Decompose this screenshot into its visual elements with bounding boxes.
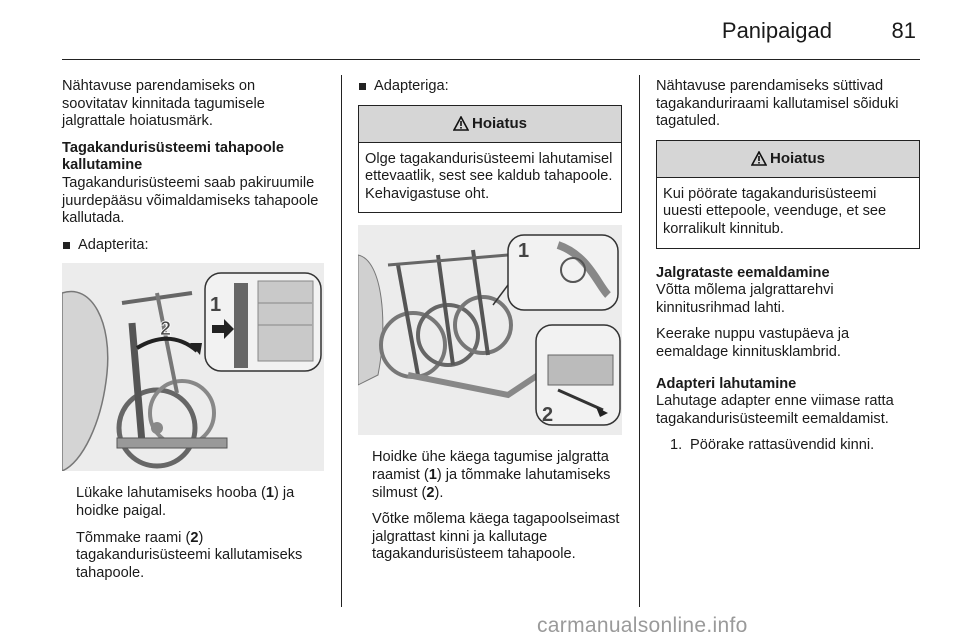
warning-header <box>359 106 621 143</box>
bike-carrier-illustration <box>62 263 324 471</box>
detach-adapter-text: Lahutage adapter enne viimase ratta tagakandurisüsteemilt eemaldamist. <box>656 393 894 427</box>
figure-without-adapter <box>62 263 324 471</box>
warning-title: Hoiatus <box>471 114 527 132</box>
list-item-1 <box>656 437 920 455</box>
caption-block-2 <box>358 449 622 564</box>
remove-clamps-text: Keerake nuppu vastupäeva ja eemaldage kinnitusklambrid. <box>656 326 850 360</box>
section-heading-remove-bikes: Jalgrataste eemaldamine <box>656 264 830 281</box>
remove-straps-text: Võtta mõlema jalgrattarehvi kinnitusrihmad lahti. <box>656 282 834 316</box>
section-heading-tilt: Tagakandurisüsteemi tahapoole kallutamine <box>62 139 284 174</box>
warning-header <box>657 141 919 178</box>
section-heading-detach-adapter: Adapteri lahutamine <box>656 375 797 392</box>
figure-callout-1: 1 <box>210 294 222 317</box>
bullet-square-icon <box>63 242 70 249</box>
warning-title: Hoiatus <box>769 149 825 167</box>
page-number: 81 <box>891 18 916 43</box>
figure-callout-2: 2 <box>160 318 172 341</box>
page-header <box>0 0 960 62</box>
page-title: Panipaigad <box>721 18 832 43</box>
caption-step-release-lever: Lükake lahutamiseks hooba (1) ja hoidke paigal. <box>76 485 295 519</box>
watermark: carmanualsonline.info <box>537 614 748 637</box>
bullet-without-adapter <box>62 237 324 255</box>
figure-with-adapter <box>358 225 622 435</box>
bullet-with-adapter <box>358 78 622 96</box>
list-item-text: Pöörake rattasüvendid kinni. <box>690 437 875 454</box>
caption-block-1 <box>62 485 324 582</box>
list-item-number: 1. <box>670 437 683 454</box>
warning-text: Kui pöörate tagakandurisüsteemi uuesti ettepoole, veenduge, et see korralikult kinnitub. <box>663 185 887 237</box>
bike-carrier-adapter-illustration <box>358 225 622 435</box>
taillight-note: Nähtavuse parendamiseks süttivad tagakanduriraami kallutamisel sõiduki tagatuled. <box>656 78 899 130</box>
bullet-square-icon <box>359 83 366 90</box>
warning-triangle-icon <box>453 116 469 131</box>
header-rule <box>62 59 920 60</box>
bullet-label: Adapterita: <box>78 236 149 253</box>
warning-triangle-icon <box>751 151 767 166</box>
bullet-label: Adapteriga: <box>374 78 449 94</box>
warning-text: Olge tagakandurisüsteemi lahutamisel ettevaatlik, sest see kaldub tahapoole. Kehavigastuse oht. <box>365 150 613 202</box>
column-1 <box>62 78 324 591</box>
figure-callout-2: 2 <box>542 404 554 427</box>
warning-box-1 <box>358 105 622 214</box>
caption-step-pull-frame: Tõmmake raami (2) tagakandurisüsteemi kallutamiseks tahapoole. <box>76 529 303 581</box>
warning-box-2 <box>656 140 920 249</box>
column-divider-1 <box>341 75 342 607</box>
caption-step-hold-frame: Hoidke ühe käega tagumise jalgratta raamist (1) ja tõmmake lahutamiseks silmust (2). <box>372 449 611 501</box>
figure-callout-1: 1 <box>518 240 530 263</box>
column-divider-2 <box>639 75 640 607</box>
caption-step-tilt: Võtke mõlema käega tagapoolseimast jalgrattast kinni ja kallutage tagakandurisüsteem tahapoole. <box>372 511 620 563</box>
tilt-description: Tagakandurisüsteemi saab pakiruumile juurdepääsu võimaldamiseks tahapoole kallutada. <box>62 174 319 227</box>
visibility-note: Nähtavuse parendamiseks on soovitatav kinnitada tagumisele jalgrattale hoiatusmärk. <box>62 78 265 130</box>
column-2 <box>358 78 622 573</box>
column-3 <box>656 78 920 464</box>
